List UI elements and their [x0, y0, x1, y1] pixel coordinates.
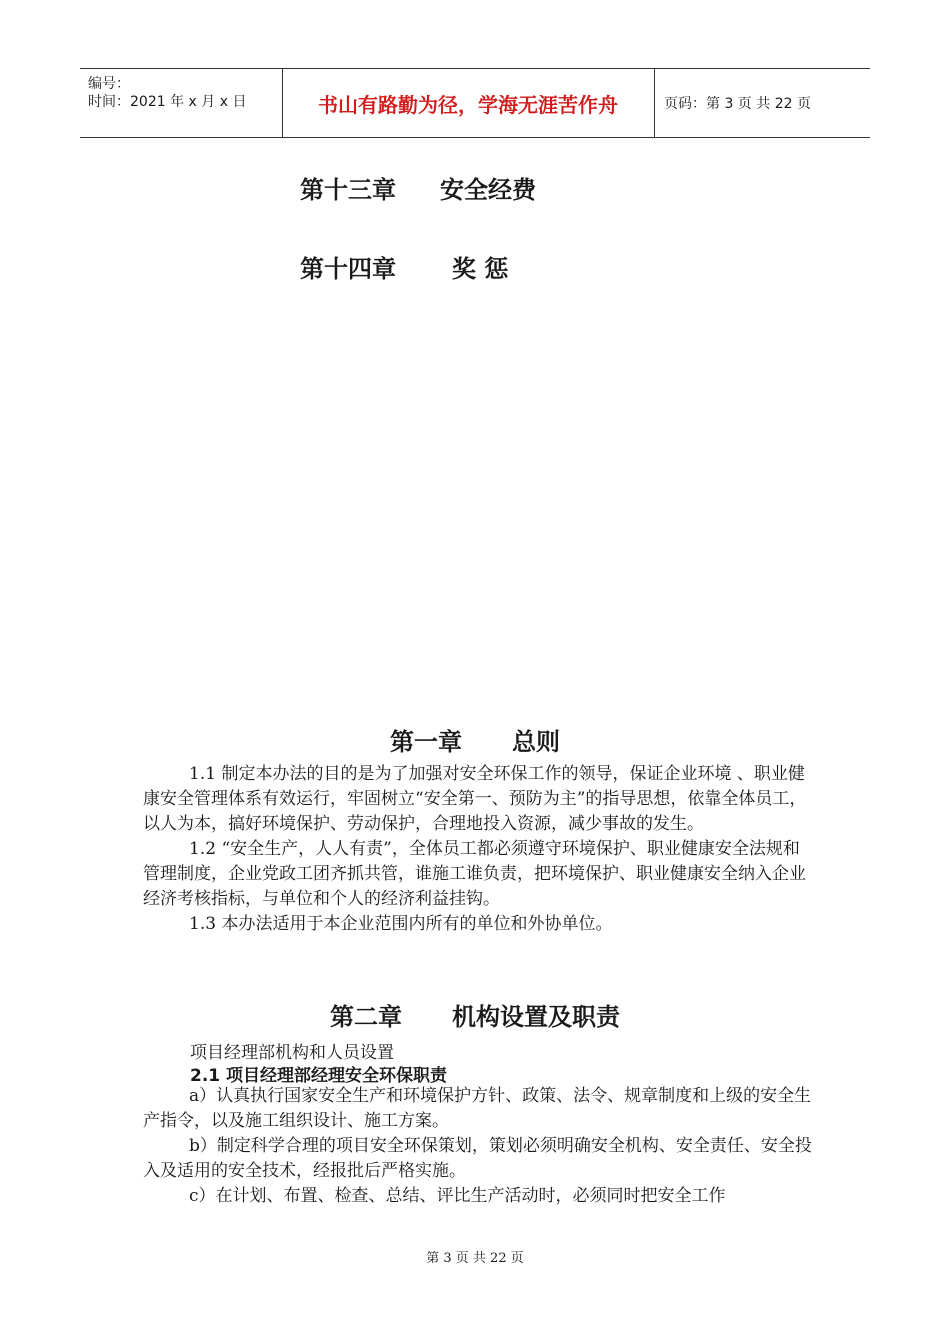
toc-title: 安全经费 [440, 176, 536, 204]
chapter-title: 总则 [512, 728, 560, 756]
header-meta-cell [80, 69, 283, 137]
paragraph: 1.3 本办法适用于本企业范围内所有的单位和外协单位。 [189, 914, 613, 934]
chapter-2-intro: 项目经理部机构和人员设置 [190, 1043, 394, 1063]
time-label: 时间：2021 年 x 月 x 日 [88, 94, 247, 110]
chapter-number: 第二章 [330, 1003, 402, 1031]
toc-entry-13 [300, 170, 536, 205]
chapter-title: 机构设置及职责 [452, 1003, 620, 1031]
list-item: c）在计划、布置、检查、总结、评比生产活动时，必须同时把安全工作 [189, 1186, 726, 1206]
header-motto: 书山有路勤为径，学海无涯苦作舟 [282, 69, 655, 137]
paragraph: 1.2 “安全生产，人人有责”，全体员工都必须遵守环境保护、职业健康安全法规和管理制度，企业党政工团齐抓共管，谁施工谁负责，把环境保护、职业健康安全纳入企业经济考核指标，与单位和个人的经济利益挂钩。 [143, 839, 806, 909]
chapter-2-heading [0, 997, 950, 1032]
toc-chapter: 第十四章 [300, 255, 396, 283]
section-title: 2.1 项目经理部经理安全环保职责 [190, 1066, 448, 1086]
toc-title: 奖 惩 [452, 255, 509, 283]
chapter-2-items [143, 1084, 813, 1209]
toc-entry-14 [300, 249, 508, 284]
chapter-1-body [143, 762, 813, 937]
chapter-1-heading [0, 722, 950, 757]
document-header [80, 68, 870, 138]
toc-chapter: 第十三章 [300, 176, 396, 204]
page-footer: 第 3 页 共 22 页 [426, 1251, 524, 1266]
paragraph: 1.1 制定本办法的目的是为了加强对安全环保工作的领导，保证企业环境 、职业健康安全管理体系有效运行，牢固树立“安全第一、预防为主”的指导思想，依靠全体员工，以人为本，搞好环境保护、劳动保护，合理地投入资源，减少事故的发生。 [143, 764, 807, 834]
header-page-info: 页码：第 3 页 共 22 页 [664, 96, 811, 112]
list-item: b）制定科学合理的项目安全环保策划，策划必须明确安全机构、安全责任、安全投入及适用的安全技术，经报批后严格实施。 [143, 1136, 812, 1181]
list-item: a）认真执行国家安全生产和环境保护方针、政策、法令、规章制度和上级的安全生产指令，以及施工组织设计、施工方案。 [143, 1086, 812, 1131]
number-label: 编号： [88, 76, 130, 92]
chapter-number: 第一章 [390, 728, 462, 756]
